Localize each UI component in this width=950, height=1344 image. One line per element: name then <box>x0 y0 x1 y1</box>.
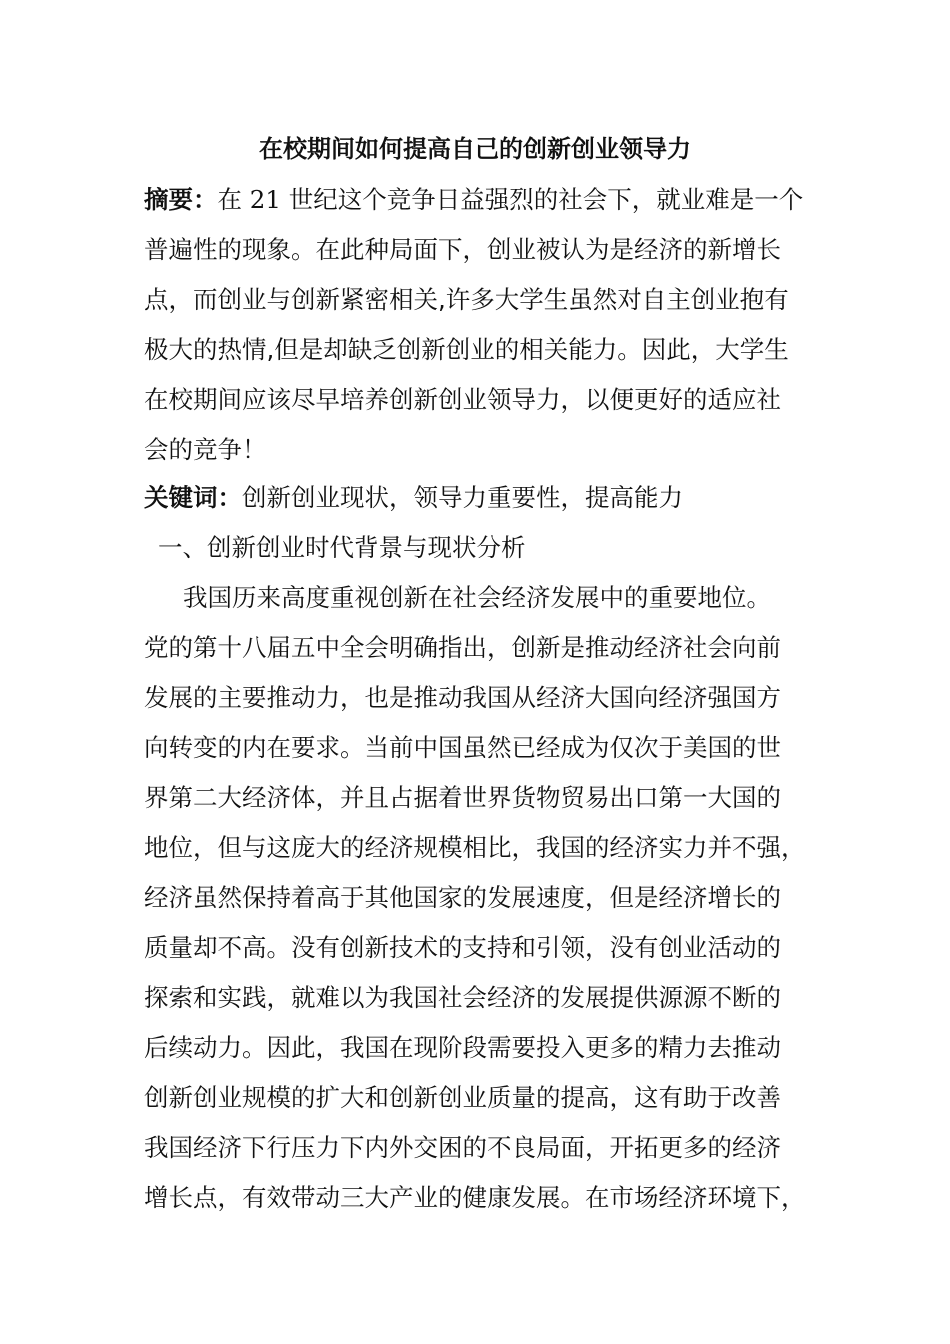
abstract-label: 摘要： <box>144 185 218 214</box>
body-line-8: 质量却不高。没有创新技术的支持和引领，没有创业活动的 <box>144 933 781 962</box>
body-line-10: 后续动力。因此，我国在现阶段需要投入更多的精力去推动 <box>144 1033 781 1062</box>
body-line-7: 经济虽然保持着高于其他国家的发展速度，但是经济增长的 <box>144 883 781 912</box>
abstract-line-4: 极大的热情,但是却缺乏创新创业的相关能力。因此，大学生 <box>144 335 789 364</box>
body-line-13: 增长点，有效带动三大产业的健康发展。在市场经济环境下， <box>144 1183 806 1212</box>
body-line-5: 界第二大经济体，并且占据着世界货物贸易出口第一大国的 <box>144 783 781 812</box>
body-line-2: 党的第十八届五中全会明确指出，创新是推动经济社会向前 <box>144 633 781 662</box>
body-line-3: 发展的主要推动力，也是推动我国从经济大国向经济强国方 <box>144 683 781 712</box>
abstract-line-2: 普遍性的现象。在此种局面下，创业被认为是经济的新增长 <box>144 235 781 264</box>
abstract-line-3: 点，而创业与创新紧密相关,许多大学生虽然对自主创业抱有 <box>144 285 789 314</box>
keywords-label: 关键词： <box>144 483 242 512</box>
abstract-line-5: 在校期间应该尽早培养创新创业领导力，以便更好的适应社 <box>144 385 781 414</box>
body-line-11: 创新创业规模的扩大和创新创业质量的提高，这有助于改善 <box>144 1083 781 1112</box>
keywords-text: 创新创业现状，领导力重要性，提高能力 <box>242 483 683 512</box>
body-line-9: 探索和实践，就难以为我国社会经济的发展提供源源不断的 <box>144 983 781 1012</box>
body-line-6: 地位，但与这庞大的经济规模相比，我国的经济实力并不强， <box>144 833 806 862</box>
abstract-text: 在 21 世纪这个竞争日益强烈的社会下，就业难是一个 <box>217 185 804 214</box>
section-heading: 一、创新创业时代背景与现状分析 <box>158 533 526 562</box>
body-line-12: 我国经济下行压力下内外交困的不良局面，开拓更多的经济 <box>144 1133 781 1162</box>
document-title: 在校期间如何提高自己的创新创业领导力 <box>259 135 691 163</box>
keywords-line <box>144 478 683 519</box>
abstract-line-1 <box>144 180 803 221</box>
body-line-1: 我国历来高度重视创新在社会经济发展中的重要地位。 <box>183 583 771 612</box>
abstract-line-6: 会的竞争！ <box>144 435 267 464</box>
body-line-4: 向转变的内在要求。当前中国虽然已经成为仅次于美国的世 <box>144 733 781 762</box>
